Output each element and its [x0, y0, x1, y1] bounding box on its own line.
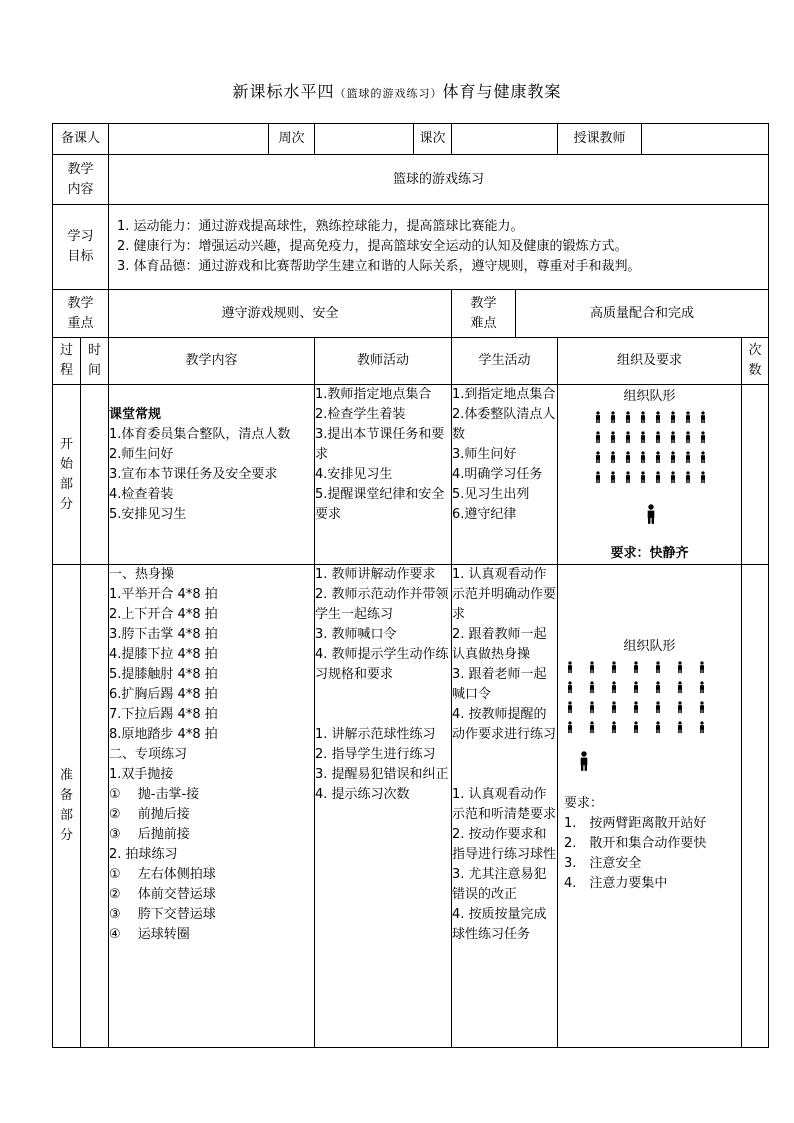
col-student: 学生活动	[452, 338, 558, 385]
student-icon	[656, 411, 660, 423]
week-value[interactable]	[315, 124, 414, 155]
student-icon	[626, 471, 630, 483]
student-icon	[678, 701, 682, 713]
student-icon	[611, 471, 615, 483]
formation-diagram	[558, 407, 744, 537]
prep-teacher-activity	[315, 565, 452, 1048]
goals-list	[109, 205, 769, 290]
student-icon	[634, 661, 638, 673]
list-item: 2.检查学生着装	[315, 407, 406, 422]
student-icon	[596, 471, 600, 483]
list-item: ③ 胯下交替运球	[109, 907, 216, 922]
list-item: 1. 认真观看动作示范和听清楚要求	[452, 787, 557, 822]
student-icon	[634, 701, 638, 713]
col-process: 过 程	[53, 338, 81, 385]
student-icon	[568, 701, 572, 713]
list-item: 4. 注意力要集中	[564, 876, 668, 891]
formation-title: 组织队形	[623, 639, 676, 654]
list-item: 1.到指定地点集合	[452, 387, 556, 402]
list-item: 1.教师指定地点集合	[315, 387, 432, 402]
list-item: 3.胯下击掌 4*8 拍	[109, 627, 218, 642]
list-item: 5.提醒课堂纪律和安全要求	[315, 487, 445, 522]
list-item: 3.宣布本节课任务及安全要求	[109, 467, 278, 482]
formation-title: 组织队形	[623, 389, 676, 404]
teacher-value[interactable]	[642, 124, 769, 155]
list-item: 3.师生问好	[452, 447, 517, 462]
list-item: ② 前抛后接	[109, 807, 190, 822]
col-teacher: 教师活动	[315, 338, 452, 385]
student-icon	[568, 721, 572, 733]
student-icon	[656, 431, 660, 443]
list-item: 2. 按动作要求和指导进行练习球性	[452, 827, 557, 862]
difficulty-value: 高质量配合和完成	[516, 290, 769, 338]
student-icon	[641, 431, 645, 443]
student-icon	[686, 411, 690, 423]
week-label: 周次	[269, 124, 315, 155]
list-item: 2.体委整队清点人数	[452, 407, 556, 442]
teacher-icon	[581, 751, 588, 771]
list-item: 5.见习生出列	[452, 487, 530, 502]
header-row	[53, 124, 769, 155]
start-organization	[558, 385, 742, 565]
list-item: 8.原地踏步 4*8 拍	[109, 727, 218, 742]
prep-organization	[558, 565, 742, 1048]
student-icon	[656, 451, 660, 463]
student-icon	[590, 701, 594, 713]
student-icon	[590, 661, 594, 673]
student-icon	[671, 451, 675, 463]
page-title: 新课标水平四（篮球的游戏练习）体育与健康教案	[232, 82, 562, 101]
student-icon	[701, 431, 705, 443]
student-icon	[611, 411, 615, 423]
col-time: 时 间	[81, 338, 109, 385]
student-icon	[612, 701, 616, 713]
student-icon	[656, 471, 660, 483]
content-value: 篮球的游戏练习	[109, 155, 769, 205]
student-icon	[686, 471, 690, 483]
student-icon	[626, 451, 630, 463]
student-icon	[612, 721, 616, 733]
dribble-title: 2. 拍球练习	[109, 847, 178, 862]
lesson-value[interactable]	[452, 124, 558, 155]
student-icon	[656, 681, 660, 693]
preparer-label: 备课人	[53, 124, 109, 155]
list-item: ① 抛-击掌-接	[109, 787, 200, 802]
list-item: 1.体育委员集合整队，清点人数	[109, 427, 291, 442]
student-icon	[590, 681, 594, 693]
student-icon	[686, 451, 690, 463]
list-item: 1. 认真观看动作示范并明确动作要求	[452, 567, 557, 622]
start-requirement: 要求：快静齐	[610, 546, 689, 561]
student-icon	[596, 451, 600, 463]
student-icon	[611, 451, 615, 463]
list-item: 3. 尤其注意易犯错误的改正	[452, 867, 547, 902]
teacher-icon	[648, 504, 655, 524]
list-item: 6.遵守纪律	[452, 507, 517, 522]
prep-student-activity	[452, 565, 558, 1048]
list-item: 1. 教师讲解动作要求	[315, 567, 436, 582]
student-icon	[678, 721, 682, 733]
student-icon	[656, 701, 660, 713]
student-icon	[641, 451, 645, 463]
goals-label: 学习 目标	[53, 205, 109, 290]
student-icon	[634, 681, 638, 693]
prep-req-title: 要求：	[564, 796, 604, 811]
goal-item: 3. 体育品德：通过游戏和比赛帮助学生建立和谐的人际关系，遵守规则，尊重对手和裁判。	[117, 259, 641, 274]
list-item: 2. 跟着教师一起认真做热身操	[452, 627, 547, 662]
student-icon	[678, 681, 682, 693]
goal-item: 1. 运动能力：通过游戏提高球性，熟练控球能力，提高篮球比赛能力。	[117, 219, 524, 234]
col-content: 教学内容	[109, 338, 315, 385]
start-time	[81, 385, 109, 565]
student-icon	[700, 681, 704, 693]
list-item: 3. 教师喊口令	[315, 627, 397, 642]
student-icon	[634, 721, 638, 733]
list-item: 3. 提醒易犯错误和纠正	[315, 767, 449, 782]
list-item: 4.安排见习生	[315, 467, 393, 482]
goal-item: 2. 健康行为：增强运动兴趣，提高免疫力，提高篮球安全运动的认知及健康的锻炼方式。	[117, 239, 628, 254]
student-icon	[671, 471, 675, 483]
list-item: 2.师生问好	[109, 447, 174, 462]
list-item: 5.安排见习生	[109, 507, 187, 522]
list-item: 4.提膝下拉 4*8 拍	[109, 647, 218, 662]
prep-content	[109, 565, 315, 1048]
list-item: ① 左右体侧拍球	[109, 867, 216, 882]
student-icon	[612, 681, 616, 693]
student-icon	[626, 411, 630, 423]
list-item: ③ 后抛前接	[109, 827, 190, 842]
student-icon	[701, 411, 705, 423]
student-icon	[596, 411, 600, 423]
student-icon	[700, 721, 704, 733]
teacher-label: 授课教师	[558, 124, 642, 155]
start-student-activity	[452, 385, 558, 565]
list-item: ④ 运球转圈	[109, 927, 190, 942]
prep-time	[81, 565, 109, 1048]
list-item: 3. 注意安全	[564, 856, 642, 871]
preparer-value[interactable]	[109, 124, 269, 155]
goals-row	[53, 205, 769, 290]
special-title: 二、专项练习	[109, 747, 188, 762]
col-organization: 组织及要求	[558, 338, 742, 385]
list-item: 6.扩胸后踢 4*8 拍	[109, 687, 218, 702]
lesson-plan-table	[52, 123, 769, 1048]
start-teacher-activity	[315, 385, 452, 565]
focus-row	[53, 290, 769, 338]
column-header-row	[53, 338, 769, 385]
difficulty-label: 教学 难点	[452, 290, 516, 338]
student-icon	[611, 431, 615, 443]
list-item: 5.提膝触肘 4*8 拍	[109, 667, 218, 682]
student-icon	[568, 681, 572, 693]
prep-phase-label: 准 备 部 分	[53, 565, 81, 1048]
list-item: 2.上下开合 4*8 拍	[109, 607, 218, 622]
list-item: 7.下拉后踢 4*8 拍	[109, 707, 218, 722]
student-icon	[700, 661, 704, 673]
student-icon	[596, 431, 600, 443]
start-content-title: 课堂常规	[109, 407, 162, 422]
student-icon	[656, 661, 660, 673]
start-content	[109, 385, 315, 565]
student-icon	[626, 431, 630, 443]
student-icon	[678, 661, 682, 673]
list-item: 3.提出本节课任务和要求	[315, 427, 445, 462]
key-label: 教学 重点	[53, 290, 109, 338]
list-item: 2. 散开和集合动作要快	[564, 836, 707, 851]
formation-diagram	[564, 657, 714, 777]
student-icon	[641, 471, 645, 483]
list-item: 2. 指导学生进行练习	[315, 747, 436, 762]
list-item: 4.检查着装	[109, 487, 174, 502]
list-item: 4. 教师提示学生动作练习规格和要求	[315, 647, 449, 682]
prep-count	[742, 565, 769, 1048]
student-icon	[568, 661, 572, 673]
key-value: 遵守游戏规则、安全	[109, 290, 452, 338]
list-item: 4. 按教师提醒的动作要求进行练习	[452, 707, 557, 742]
list-item: ② 体前交替运球	[109, 887, 216, 902]
start-count	[742, 385, 769, 565]
warmup-title: 一、热身操	[109, 567, 175, 582]
student-icon	[656, 721, 660, 733]
start-phase-label: 开 始 部 分	[53, 385, 81, 565]
student-icon	[590, 721, 594, 733]
list-item: 4. 按质按量完成球性练习任务	[452, 907, 547, 942]
list-item: 4. 提示练习次数	[315, 787, 410, 802]
student-icon	[701, 471, 705, 483]
student-icon	[686, 431, 690, 443]
list-item: 2. 教师示范动作并带领学生一起练习	[315, 587, 449, 622]
student-icon	[700, 701, 704, 713]
student-icon	[671, 431, 675, 443]
throw-title: 1.双手抛接	[109, 767, 174, 782]
student-icon	[671, 411, 675, 423]
list-item: 1. 按两臂距离散开站好	[564, 816, 707, 831]
col-count: 次 数	[742, 338, 769, 385]
start-part-row	[53, 385, 769, 565]
list-item: 1. 讲解示范球性练习	[315, 727, 436, 742]
student-icon	[612, 661, 616, 673]
list-item: 3. 跟着老师一起喊口令	[452, 667, 547, 702]
content-label: 教学 内容	[53, 155, 109, 205]
content-row	[53, 155, 769, 205]
student-icon	[701, 451, 705, 463]
list-item: 4.明确学习任务	[452, 467, 543, 482]
lesson-label: 课次	[414, 124, 452, 155]
student-icon	[641, 411, 645, 423]
list-item: 1.平举开合 4*8 拍	[109, 587, 218, 602]
prep-part-row	[53, 565, 769, 1048]
